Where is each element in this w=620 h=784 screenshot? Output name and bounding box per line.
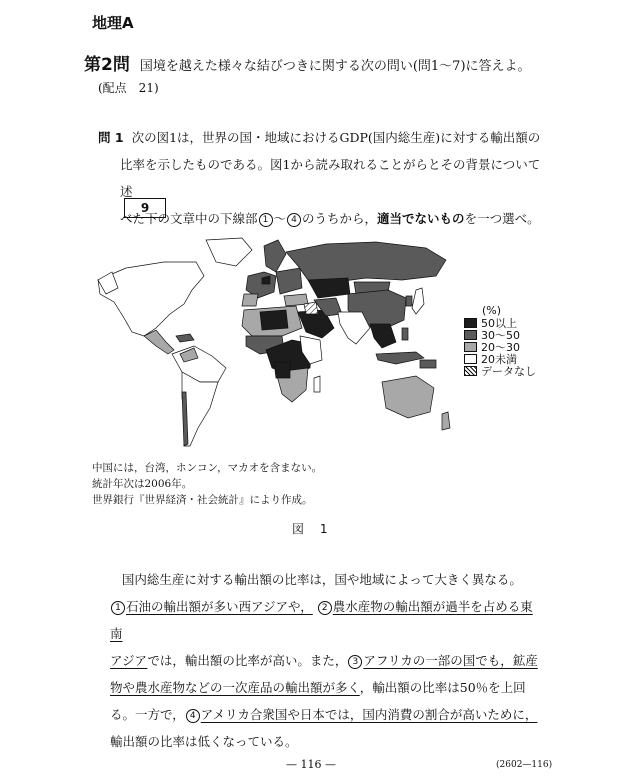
philippines-region bbox=[402, 328, 408, 340]
central-america-region bbox=[144, 330, 174, 354]
greenland-region bbox=[206, 238, 252, 266]
map-note: 世界銀行『世界経済・社会統計』により作成。 bbox=[92, 494, 313, 506]
passage-line bbox=[110, 674, 540, 701]
papua-region bbox=[420, 360, 436, 368]
passage-line bbox=[110, 566, 540, 593]
underline-marker-3: 3 bbox=[348, 655, 362, 669]
q1-line2: 比率を示したものである。図1から読み取れることがらとその背景について述 bbox=[120, 157, 541, 199]
underline-marker-1: 1 bbox=[111, 601, 125, 615]
passage-line bbox=[110, 647, 540, 674]
page-number: — 116 — bbox=[286, 758, 336, 771]
question-intro: 国境を越えた様々な結びつきに関する次の問い(問1～7)に答えよ。 bbox=[139, 59, 531, 74]
underlined-statement-1: 石油の輸出額が多い西アジアや， bbox=[126, 599, 313, 614]
legend-label: データなし bbox=[481, 365, 536, 378]
range-start-marker: 1 bbox=[259, 213, 273, 227]
korea-region bbox=[406, 296, 412, 306]
legend-swatch-hatched bbox=[464, 366, 477, 376]
underline-marker-2: 2 bbox=[318, 601, 332, 615]
iberia-region bbox=[242, 294, 258, 306]
subject-heading: 地理A bbox=[92, 14, 134, 32]
legend-unit: (%) bbox=[482, 304, 502, 317]
eastern-europe-region bbox=[276, 268, 302, 294]
exam-code: (2602—116) bbox=[496, 760, 553, 770]
scandinavia-region bbox=[264, 240, 286, 272]
passage-line bbox=[110, 593, 540, 647]
russia-region bbox=[286, 242, 446, 282]
passage-text: る。一方で， bbox=[110, 707, 185, 722]
angola-region bbox=[274, 362, 290, 378]
passage-line bbox=[110, 701, 540, 728]
legend-swatch-mid-dark bbox=[464, 330, 477, 340]
passage-text: 輸出額の比率は低くなっている。 bbox=[110, 734, 298, 749]
iraq-region bbox=[304, 302, 318, 314]
legend-swatch-dark bbox=[464, 318, 477, 328]
q1-line3-pre: べた下の文章中の下線部 bbox=[120, 211, 258, 226]
south-america-north bbox=[172, 346, 226, 382]
north-america-region bbox=[98, 262, 204, 336]
points-note: (配点 21) bbox=[98, 81, 159, 95]
range-end-marker: 4 bbox=[287, 213, 301, 227]
world-map bbox=[86, 232, 454, 460]
passage-text: ，輸出額の比率は50％を上回 bbox=[359, 680, 526, 695]
passage-text: では，輸出額の比率が高い。また， bbox=[147, 653, 348, 668]
legend-label: 50以上 bbox=[481, 317, 517, 330]
q1-emphasis: 適当でないもの bbox=[377, 211, 465, 226]
kazakhstan-region bbox=[308, 278, 350, 298]
map-notes bbox=[92, 460, 322, 508]
southeast-asia-region bbox=[370, 324, 396, 348]
legend-swatch-light bbox=[464, 342, 477, 352]
caribbean-region bbox=[176, 334, 194, 342]
q1-line1: 次の図1は，世界の国・地域におけるGDP(国内総生産)に対する輸出額の bbox=[131, 130, 541, 145]
legend-label: 30～50 bbox=[481, 329, 520, 342]
map-note: 中国には，台湾，ホンコン，マカオを含まない。 bbox=[92, 462, 323, 474]
indonesia-region bbox=[376, 352, 424, 364]
legend-label: 20～30 bbox=[481, 341, 520, 354]
new-zealand-region bbox=[442, 412, 450, 430]
japan-region bbox=[412, 288, 424, 314]
map-legend bbox=[464, 305, 536, 377]
underlined-statement-2: 農水産物の輸出額が過半を占める東南 bbox=[110, 599, 533, 641]
range-separator: ～ bbox=[273, 211, 287, 226]
madagascar-region bbox=[314, 376, 320, 392]
q1-label: 問 1 bbox=[98, 130, 124, 145]
underline-marker-4: 4 bbox=[186, 709, 200, 723]
underlined-statement-3-cont: 物や農水産物などの一次産品の輸出額が多く bbox=[110, 680, 360, 695]
underlined-statement-4: アメリカ合衆国や日本では，国内消費の割合が高いために， bbox=[200, 707, 538, 722]
answer-box[interactable]: 9 bbox=[124, 198, 166, 218]
passage-sentence: 国内総生産に対する輸出額の比率は，国や地域によって大きく異なる。 bbox=[121, 572, 522, 587]
map-note: 統計年次は2006年。 bbox=[92, 478, 193, 490]
underlined-statement-3: アフリカの一部の国でも，鉱産 bbox=[363, 653, 538, 668]
legend-label: 20未満 bbox=[481, 353, 517, 366]
question-number: 第2問 bbox=[84, 55, 130, 75]
passage-line bbox=[110, 728, 540, 755]
algeria-libya-region bbox=[260, 310, 288, 330]
figure-caption: 図 1 bbox=[292, 522, 334, 536]
legend-swatch-white bbox=[464, 354, 477, 364]
q1-line3-post: を一つ選べ。 bbox=[464, 211, 540, 226]
underlined-statement-2-cont: アジア bbox=[110, 653, 148, 668]
passage bbox=[110, 566, 540, 755]
australia-region bbox=[382, 376, 434, 418]
question-heading bbox=[84, 50, 531, 75]
q1-line3-mid: のうちから， bbox=[302, 211, 378, 226]
legend-item bbox=[464, 365, 536, 377]
